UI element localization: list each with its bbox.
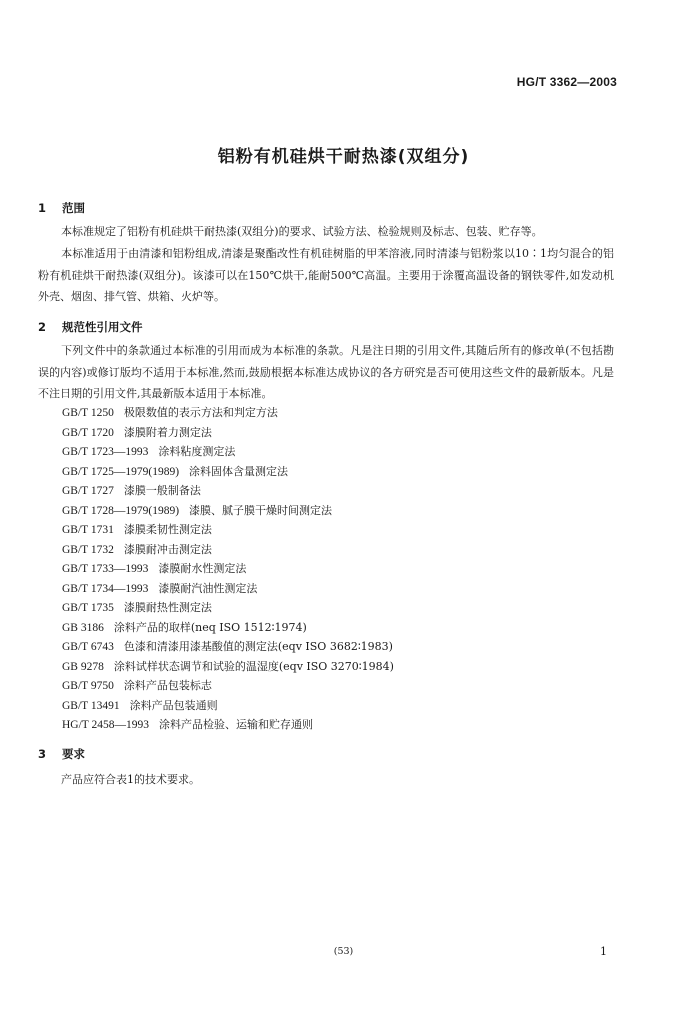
reference-title: 涂料产品检验、运输和贮存通则 xyxy=(159,718,313,731)
reference-title: 涂料产品包装通则 xyxy=(129,698,218,712)
reference-item xyxy=(62,696,394,716)
reference-title: 涂料固体含量测定法 xyxy=(189,464,289,478)
section-number: 2 xyxy=(38,320,47,334)
reference-code: GB 3186 xyxy=(62,621,104,634)
section-3-paragraph-1: 产品应符合表1的技术要求。 xyxy=(61,773,200,786)
section-number: 1 xyxy=(38,201,47,215)
reference-title: 色漆和清漆用漆基酸值的测定法(eqv ISO 3682∶1983) xyxy=(123,640,393,653)
reference-code: GB/T 1720 xyxy=(62,426,114,439)
reference-title: 涂料产品包装标志 xyxy=(123,679,212,692)
reference-code: GB/T 6743 xyxy=(62,641,114,653)
reference-item xyxy=(62,462,394,482)
reference-code: GB/T 1734—1993 xyxy=(62,582,149,595)
section-2-heading xyxy=(38,319,143,335)
reference-title: 漆膜、腻子膜干燥时间测定法 xyxy=(189,503,333,517)
reference-code: GB/T 13491 xyxy=(62,699,120,712)
reference-item xyxy=(62,637,394,657)
reference-item xyxy=(62,618,394,638)
reference-title: 涂料粘度测定法 xyxy=(158,445,236,458)
section-title: 范围 xyxy=(62,201,85,215)
reference-title: 涂料产品的取样(neq ISO 1512∶1974) xyxy=(113,620,307,634)
reference-title: 漆膜耐水性测定法 xyxy=(158,562,247,575)
reference-item xyxy=(62,676,394,696)
reference-title: 漆膜柔韧性测定法 xyxy=(123,523,212,536)
reference-code: HG/T 2458—1993 xyxy=(62,719,149,731)
reference-title: 漆膜一般制备法 xyxy=(123,484,201,497)
reference-code: GB/T 9750 xyxy=(62,680,114,692)
reference-item xyxy=(62,403,394,423)
reference-code: GB/T 1728—1979(1989) xyxy=(62,504,180,517)
reference-title: 漆膜耐冲击测定法 xyxy=(123,542,212,556)
section-2-paragraph-1: 下列文件中的条款通过本标准的引用而成为本标准的条款。凡是注日期的引用文件,其随后所有的修改单(不包括勘误的内容)或修订版均不适用于本标准,然而,鼓励根据本标准达成协议的各方研究是否可使用这些文件的最新版本。凡是不注日期的引用文件,其最新版本适用于本标准。 xyxy=(38,344,614,400)
page-number: 1 xyxy=(600,945,607,958)
normative-references-list xyxy=(62,403,394,735)
reference-item xyxy=(62,579,394,599)
reference-item xyxy=(62,423,394,443)
reference-code: GB/T 1723—1993 xyxy=(62,446,149,458)
reference-item xyxy=(62,598,394,618)
section-3-heading xyxy=(38,746,85,762)
reference-item xyxy=(62,715,394,735)
reference-code: GB/T 1250 xyxy=(62,407,114,419)
reference-item xyxy=(62,540,394,560)
reference-code: GB/T 1727 xyxy=(62,485,114,497)
reference-item xyxy=(62,520,394,540)
section-title: 要求 xyxy=(62,747,85,761)
reference-code: GB/T 1725—1979(1989) xyxy=(62,465,180,478)
reference-code: GB/T 1735 xyxy=(62,602,114,614)
reference-item xyxy=(62,657,394,677)
reference-title: 漆膜附着力测定法 xyxy=(123,425,212,439)
document-title: 铝粉有机硅烘干耐热漆(双组分) xyxy=(217,147,470,167)
section-1-paragraph-2: 本标准适用于由清漆和铝粉组成,清漆是聚酯改性有机硅树脂的甲苯溶液,同时清漆与铝粉浆以10∶1均匀混合的铝粉有机硅烘干耐热漆(双组分)。该漆可以在150℃烘干,能耐500℃高温。主要用于涂覆高温设备的钢铁零件,如发动机外壳、烟囱、排气管、烘箱、火炉等。 xyxy=(38,247,614,303)
reference-code: GB/T 1733—1993 xyxy=(62,563,149,575)
reference-code: GB/T 1732 xyxy=(62,543,114,556)
reference-item xyxy=(62,481,394,501)
reference-item xyxy=(62,501,394,521)
reference-title: 漆膜耐汽油性测定法 xyxy=(158,581,258,595)
reference-code: GB/T 1731 xyxy=(62,524,114,536)
standard-number: HG/T 3362—2003 xyxy=(516,75,617,89)
reference-title: 极限数值的表示方法和判定方法 xyxy=(123,406,278,419)
reference-title: 涂料试样状态调节和试验的温湿度(eqv ISO 3270∶1984) xyxy=(113,659,394,673)
section-title: 规范性引用文件 xyxy=(62,320,143,334)
section-number: 3 xyxy=(38,747,47,761)
footer-center-number: (53) xyxy=(333,946,354,957)
reference-title: 漆膜耐热性测定法 xyxy=(123,601,212,614)
reference-item xyxy=(62,559,394,579)
reference-code: GB 9278 xyxy=(62,660,104,673)
section-1-paragraph-1: 本标准规定了铝粉有机硅烘干耐热漆(双组分)的要求、试验方法、检验规则及标志、包装、贮存等。 xyxy=(61,225,543,238)
reference-item xyxy=(62,442,394,462)
section-1-heading xyxy=(38,200,85,216)
